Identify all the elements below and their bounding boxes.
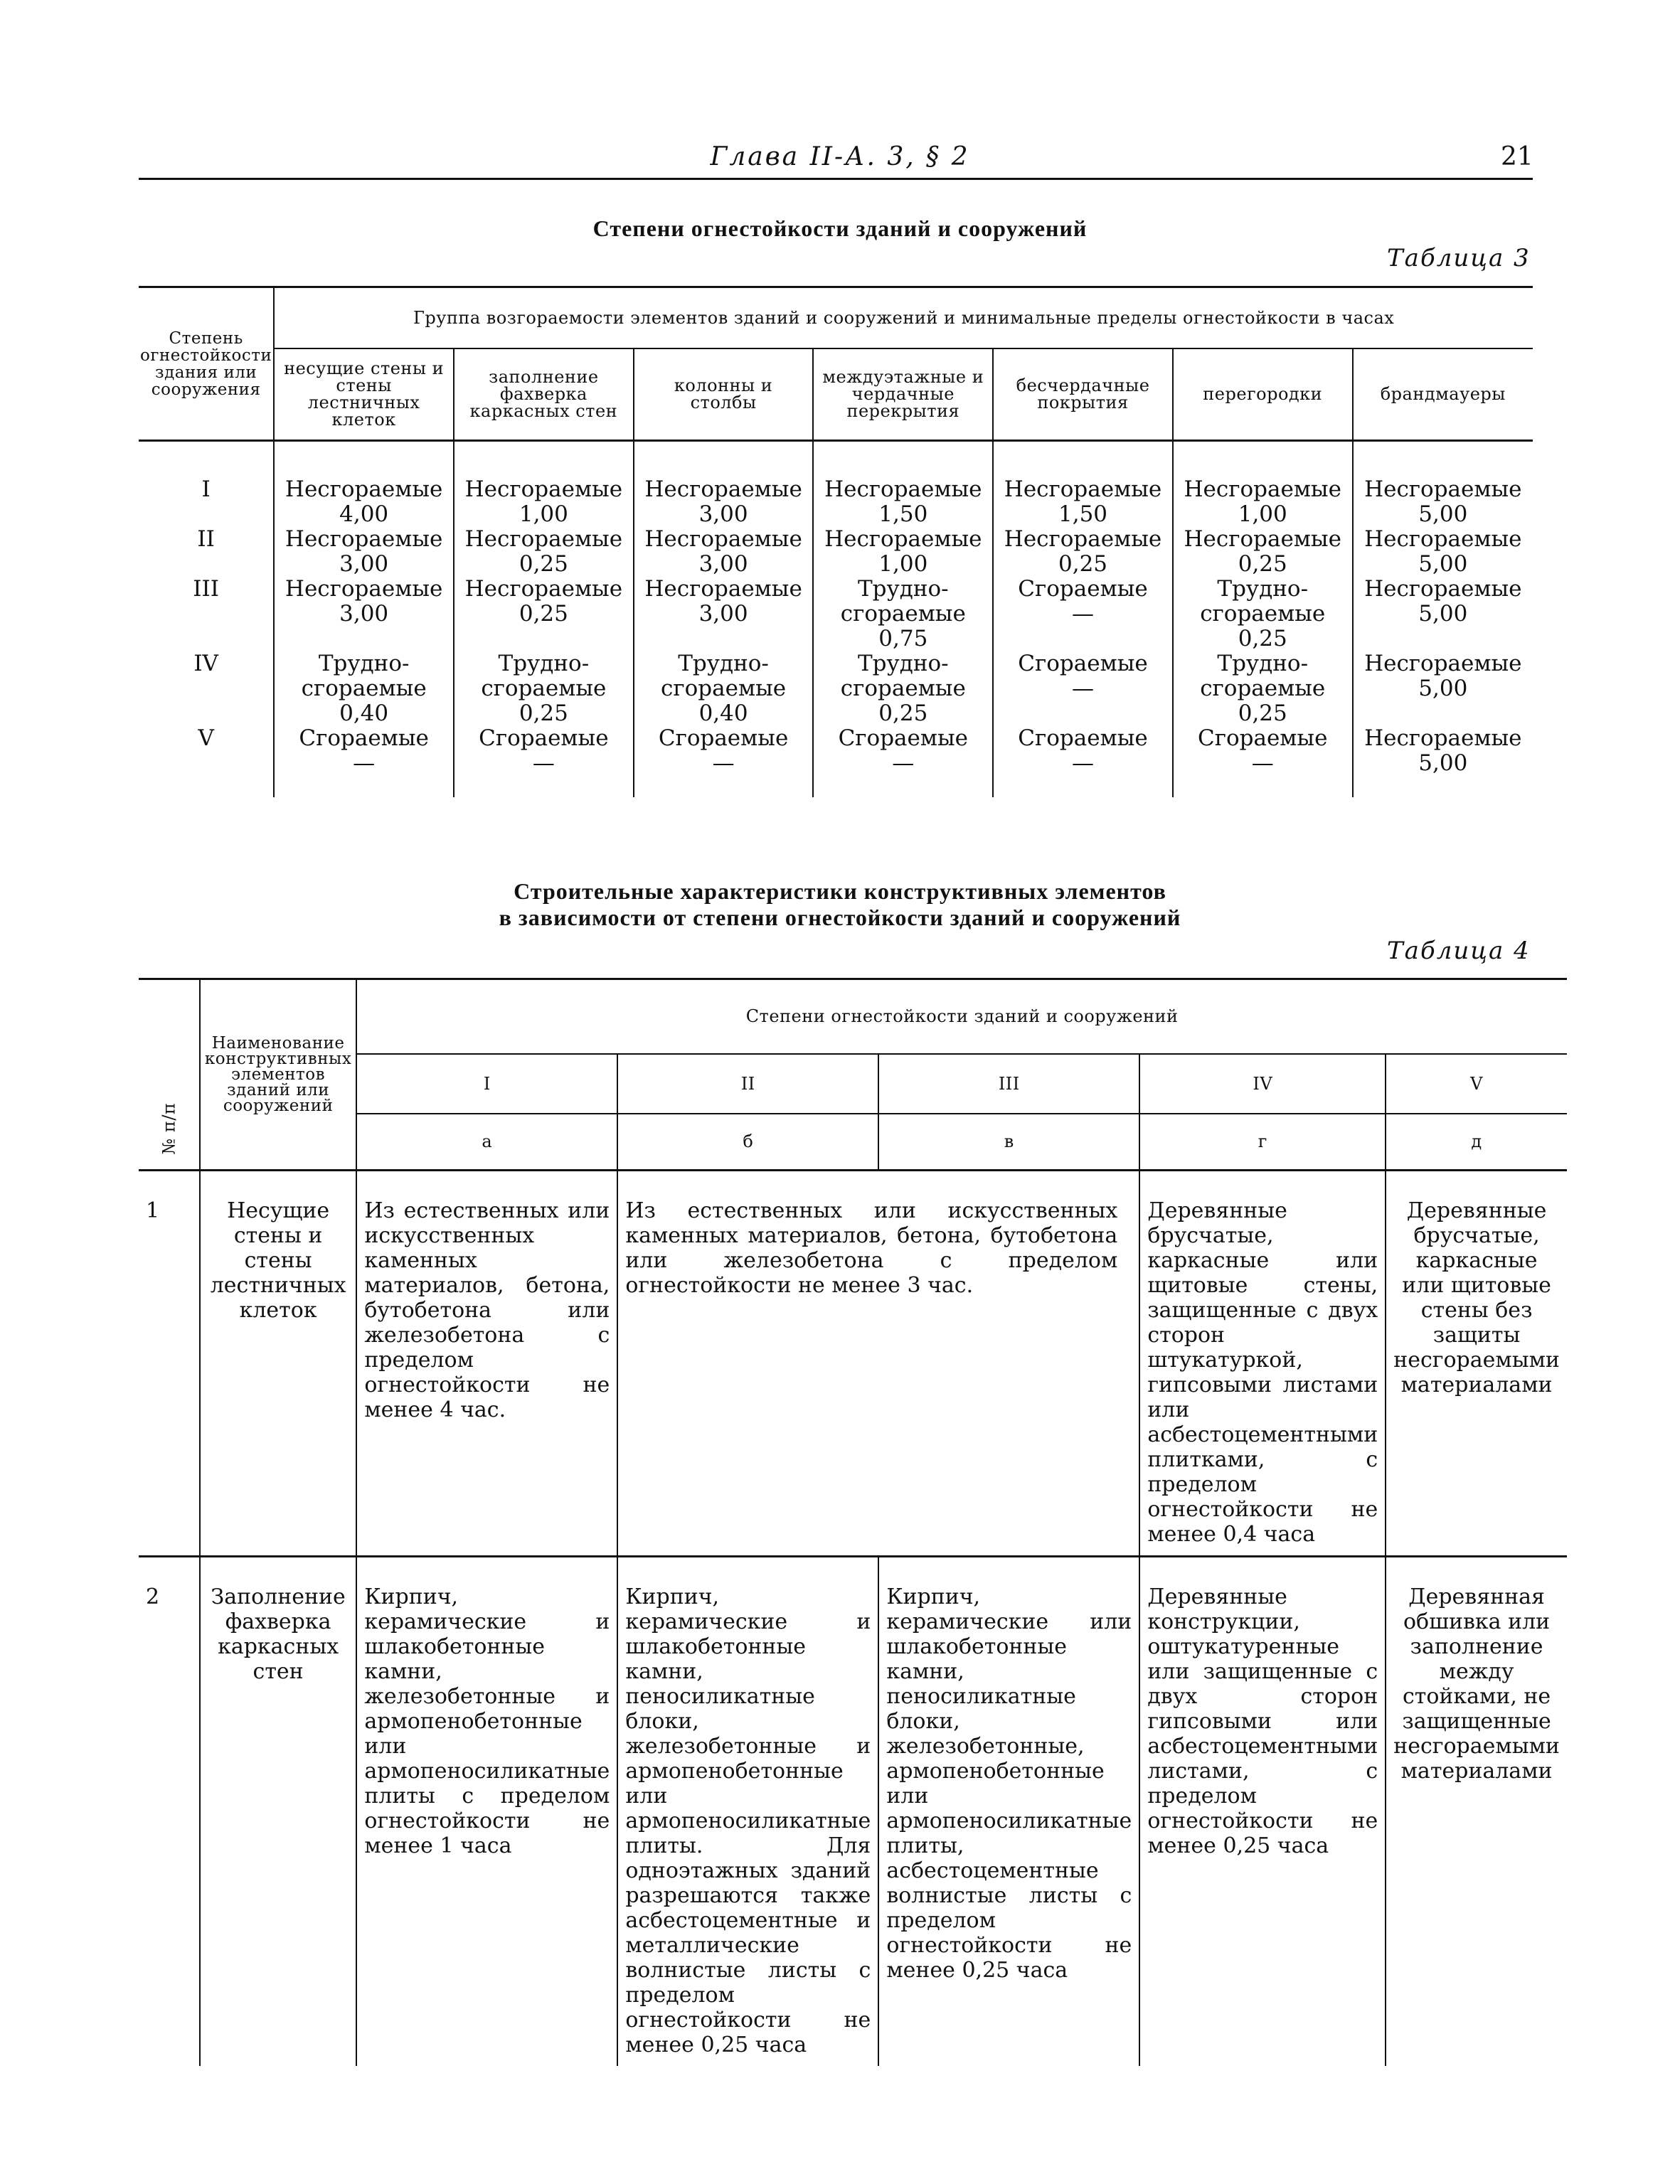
table3-cell-line: 1,00 — [878, 551, 928, 577]
table3-degree: III — [139, 577, 274, 651]
table3-cell-line: сгораемые — [1200, 601, 1326, 627]
table3-cell-line: Несгораемые — [644, 476, 802, 502]
table3-cell — [813, 527, 993, 577]
table3-cell-line: Несгораемые — [644, 576, 802, 602]
table3-cell-line: 1,50 — [878, 501, 928, 527]
table3-cell-line: сгораемые — [481, 676, 607, 701]
table3-cell-line: 3,00 — [698, 501, 748, 527]
table3-cell — [1173, 651, 1353, 726]
table3-cell-line: 0,25 — [519, 601, 568, 627]
table3-cell-line: 0,25 — [1238, 551, 1287, 577]
table3-cell-line: сгораемые — [661, 676, 787, 701]
table4-cell: Деревянные брусчатые, каркасные или щитовые стены без защиты несгораемыми материалами — [1393, 1198, 1560, 1397]
table4-cell: Кирпич, керамические или шлакобетонные камни, пеносиликатные блоки, железобетонные, армопенобетонные или армопеносиликатные плиты, асбестоцементные волнистые листы с пределом огнестойкости не менее 0,25 часа — [878, 1557, 1139, 2067]
table3-cell-line: 5,00 — [1418, 601, 1468, 627]
table4-cell: Кирпич, керамические и шлакобетонные камни, пеносиликатные блоки, железобетонные и армопенобетонные или армопеносиликатные плиты. Для одноэтажных зданий разрешаются также асбестоцементные и металлические волнистые листы с пределом огнестойкости не менее 0,25 часа — [617, 1557, 878, 2067]
table3-cell — [634, 577, 814, 651]
table4-row-name: Заполнение фахверка каркасных стен — [200, 1557, 356, 2067]
table4-cell-merged: Из естественных или искусственных каменных материалов, бетона, бутобетона или железобетона с пределом огнестойкости не менее 3 час. — [617, 1171, 1139, 1557]
table3-cell — [1353, 577, 1533, 651]
table3-body — [139, 441, 1533, 798]
table3-cell-line: Несгораемые — [285, 476, 443, 502]
table4-degree-header: III — [878, 1054, 1139, 1114]
table3-cell-line: Несгораемые — [464, 526, 623, 552]
table4-row-num: 2 — [139, 1557, 200, 2067]
table3-cell — [1173, 527, 1353, 577]
table3-cell-line: 0,25 — [1058, 551, 1108, 577]
table3-cell-line: Несгораемые — [1364, 576, 1522, 602]
table3-cell-line: Несгораемые — [1364, 725, 1522, 751]
table4-degree-header: I — [356, 1054, 617, 1114]
table3-cell — [813, 577, 993, 651]
table3-cell — [634, 527, 814, 577]
table3-cell-line: 5,00 — [1418, 750, 1468, 776]
table3-cell-line: Сгораемые — [299, 725, 429, 751]
table3-cell-line: Сгораемые — [1018, 725, 1148, 751]
table4-num-header — [139, 979, 200, 1171]
table3-group-header: Группа возгораемости элементов зданий и сооружений и минимальные пределы огнестойкости в часах — [274, 287, 1533, 348]
table3-cell — [1173, 726, 1353, 797]
table4-letter-header: в — [878, 1114, 1139, 1171]
table3-cell — [454, 651, 634, 726]
table3-cell-line: — — [1251, 750, 1274, 776]
table3-col-header: междуэтажные и чердачные перекрытия — [813, 348, 993, 441]
table3-col-header: заполнение фахверка каркасных стен — [454, 348, 634, 441]
table3-cell-line: 5,00 — [1418, 551, 1468, 577]
table3-cell — [634, 441, 814, 528]
table3-cell — [274, 441, 454, 528]
table3-cell-line: Сгораемые — [1018, 576, 1148, 602]
table4-title-line2: в зависимости от степени огнестойкости зданий и сооружений — [499, 905, 1181, 930]
table3-cell-line: Несгораемые — [824, 476, 982, 502]
table3-row — [139, 577, 1533, 651]
table3-cell-line: 0,40 — [339, 701, 389, 726]
table3-cell — [993, 441, 1173, 528]
table3-cell-line: Несгораемые — [285, 576, 443, 602]
table3-cell — [1173, 577, 1353, 651]
table3-degree-header: Степень огнестойкости здания или сооружения — [139, 287, 274, 441]
table3-cell-line: 3,00 — [698, 551, 748, 577]
table3-cell — [993, 651, 1173, 726]
table3-degree: V — [139, 726, 274, 797]
table3-cell-line: Трудно- — [1217, 576, 1309, 602]
table4-letter-header: д — [1386, 1114, 1567, 1171]
table4-group-header: Степени огнестойкости зданий и сооружений — [356, 979, 1567, 1054]
table3-cell-line: Сгораемые — [1198, 725, 1328, 751]
table4-letter-header: а — [356, 1114, 617, 1171]
table3-cell-line: сгораемые — [840, 601, 966, 627]
table3-cell — [813, 726, 993, 797]
table3-label: Таблица 3 — [1387, 244, 1531, 272]
table3-cell-line: — — [1072, 750, 1095, 776]
table3-cell-line: — — [712, 750, 735, 776]
table4-body — [139, 1171, 1567, 2067]
table3-cell-line: Несгораемые — [644, 526, 802, 552]
header-rule — [139, 178, 1533, 180]
table3-cell — [454, 441, 634, 528]
table3-col-header: брандмауеры — [1353, 348, 1533, 441]
table4-cell: Деревянные конструкции, оштукатуренные или защищенные с двух сторон гипсовыми или асбестоцементными листами, с пределом огнестойкости не менее 0,25 часа — [1139, 1557, 1386, 2067]
table3-cell-line: 5,00 — [1418, 501, 1468, 527]
table3-cell-line: Несгораемые — [464, 476, 623, 502]
table4-degree-header: V — [1386, 1054, 1567, 1114]
table4-degree-header: IV — [1139, 1054, 1386, 1114]
table3-cell-line: 3,00 — [339, 601, 389, 627]
table4-label: Таблица 4 — [1387, 937, 1531, 965]
table3-cell-line: Трудно- — [857, 651, 949, 676]
table3-cell — [1353, 441, 1533, 528]
table3-cell-line: Сгораемые — [479, 725, 609, 751]
table3-cell-line: Трудно- — [1217, 651, 1309, 676]
table3-cell-line: Несгораемые — [1184, 476, 1341, 502]
table3-cell-line: Трудно- — [857, 576, 949, 602]
table3-cell — [993, 527, 1173, 577]
table4-title-line1: Строительные характеристики конструктивных элементов — [514, 878, 1166, 904]
table3-cell-line: 0,25 — [519, 551, 568, 577]
table3-cell — [274, 726, 454, 797]
table3-cell-line: 0,40 — [698, 701, 748, 726]
table4-cell: Из естественных или искусственных каменных материалов, бетона, бутобетона или железобетона с пределом огнестойкости не менее 4 час. — [356, 1171, 617, 1557]
table3-cell-line: сгораемые — [1200, 676, 1326, 701]
table3-cell-line: 3,00 — [698, 601, 748, 627]
table4-cell: Деревянная обшивка или заполнение между стойками, не защищенные несгораемыми материалами — [1386, 1557, 1567, 2067]
table3-cell-line: Несгораемые — [1184, 526, 1341, 552]
table3-degree: IV — [139, 651, 274, 726]
table3-cell — [1353, 726, 1533, 797]
table3 — [139, 286, 1533, 797]
table3-cell-line: Несгораемые — [1364, 526, 1522, 552]
table3-cell — [813, 651, 993, 726]
table3-cell — [454, 527, 634, 577]
table4-row-num: 1 — [139, 1171, 200, 1557]
table4-name-header: Наименование конструктивных элементов зданий или сооружений — [200, 979, 356, 1171]
table3-title: Степени огнестойкости зданий и сооружений — [592, 215, 1088, 241]
table3-cell-line: Несгораемые — [824, 526, 982, 552]
table3-col-header: несущие стены и стены лестничных клеток — [274, 348, 454, 441]
table3-col-header: перегородки — [1173, 348, 1353, 441]
table3-cell-line: Несгораемые — [1004, 476, 1162, 502]
table4-row-name: Несущие стены и стены лестничных клеток — [200, 1171, 356, 1557]
table3-row — [139, 441, 1533, 528]
table3-cell — [274, 527, 454, 577]
table3-cell — [813, 441, 993, 528]
table3-cell-line: 1,00 — [1238, 501, 1287, 527]
table3-col-header: колонны и столбы — [634, 348, 814, 441]
table3-cell — [1173, 441, 1353, 528]
chapter-heading: Глава II-А. 3, § 2 — [710, 142, 970, 171]
table3-cell-line: Трудно- — [318, 651, 410, 676]
table4-letter-header: б — [617, 1114, 878, 1171]
table4-cell: Кирпич, керамические и шлакобетонные камни, железобетонные и армопенобетонные или армопеносиликатные плиты с пределом огнестойкости не менее 1 часа — [356, 1557, 617, 2067]
table3-cell — [634, 651, 814, 726]
table3-cell-line: 0,75 — [878, 626, 928, 651]
table3-cell — [993, 577, 1173, 651]
table3-cell-line: — — [532, 750, 555, 776]
table4-degree-header: II — [617, 1054, 878, 1114]
table3-cell-line: 4,00 — [339, 501, 389, 527]
table3-cell-line: — — [892, 750, 915, 776]
table3-cell-line: — — [1072, 601, 1095, 627]
table3-cell — [274, 651, 454, 726]
table3-cell-line: Трудно- — [678, 651, 769, 676]
table3-cell-line: Сгораемые — [838, 725, 969, 751]
table3-cell-line: — — [1072, 676, 1095, 701]
table3-degree: II — [139, 527, 274, 577]
table3-cell — [454, 726, 634, 797]
table3-row — [139, 726, 1533, 797]
table3-degree: I — [139, 441, 274, 528]
table3-cell-line: сгораемые — [301, 676, 427, 701]
table3-cell-line: сгораемые — [840, 676, 966, 701]
table3-cell-line: Сгораемые — [658, 725, 789, 751]
table3-col-header: бесчердачные покрытия — [993, 348, 1173, 441]
table4-num-header-text: № п/п — [159, 1102, 179, 1155]
table3-cell-line: Сгораемые — [1018, 651, 1148, 676]
table3-cell-line: 0,25 — [519, 701, 568, 726]
table3-row — [139, 527, 1533, 577]
table3-cell-line: 1,00 — [519, 501, 568, 527]
table3-cell-line: Несгораемые — [1004, 526, 1162, 552]
table3-cell-line: Несгораемые — [1364, 651, 1522, 676]
table3-row — [139, 651, 1533, 726]
table3-cell-line: Несгораемые — [464, 576, 623, 602]
table3-cell-line: — — [353, 750, 376, 776]
table3-cell-line: 0,25 — [1238, 701, 1287, 726]
table3-cell — [274, 577, 454, 651]
table4-cell: Деревянные брусчатые, каркасные или щитовые стены, защищенные с двух сторон штукатуркой, гипсовыми листами или асбестоцементными плитками, с пределом огнестойкости не менее 0,4 часа — [1139, 1171, 1386, 1557]
table4-row — [139, 1171, 1567, 1557]
table4 — [139, 978, 1567, 2066]
table3-cell — [454, 577, 634, 651]
page-number: 21 — [1501, 142, 1533, 171]
table3-cell-line: 1,50 — [1058, 501, 1108, 527]
table3-cell-line: 0,25 — [878, 701, 928, 726]
table4-letter-header: г — [1139, 1114, 1386, 1171]
table3-cell-line: Трудно- — [498, 651, 590, 676]
table4-row — [139, 1557, 1567, 2067]
table3-cell — [993, 726, 1173, 797]
table3-cell-line: 0,25 — [1238, 626, 1287, 651]
table3-cell-line: Несгораемые — [1364, 476, 1522, 502]
table3-cell-line: 3,00 — [339, 551, 389, 577]
table3-cell-line: 5,00 — [1418, 676, 1468, 701]
table3-cell-line: Несгораемые — [285, 526, 443, 552]
table3-cell — [1353, 527, 1533, 577]
table3-cell — [634, 726, 814, 797]
table3-cell — [1353, 651, 1533, 726]
